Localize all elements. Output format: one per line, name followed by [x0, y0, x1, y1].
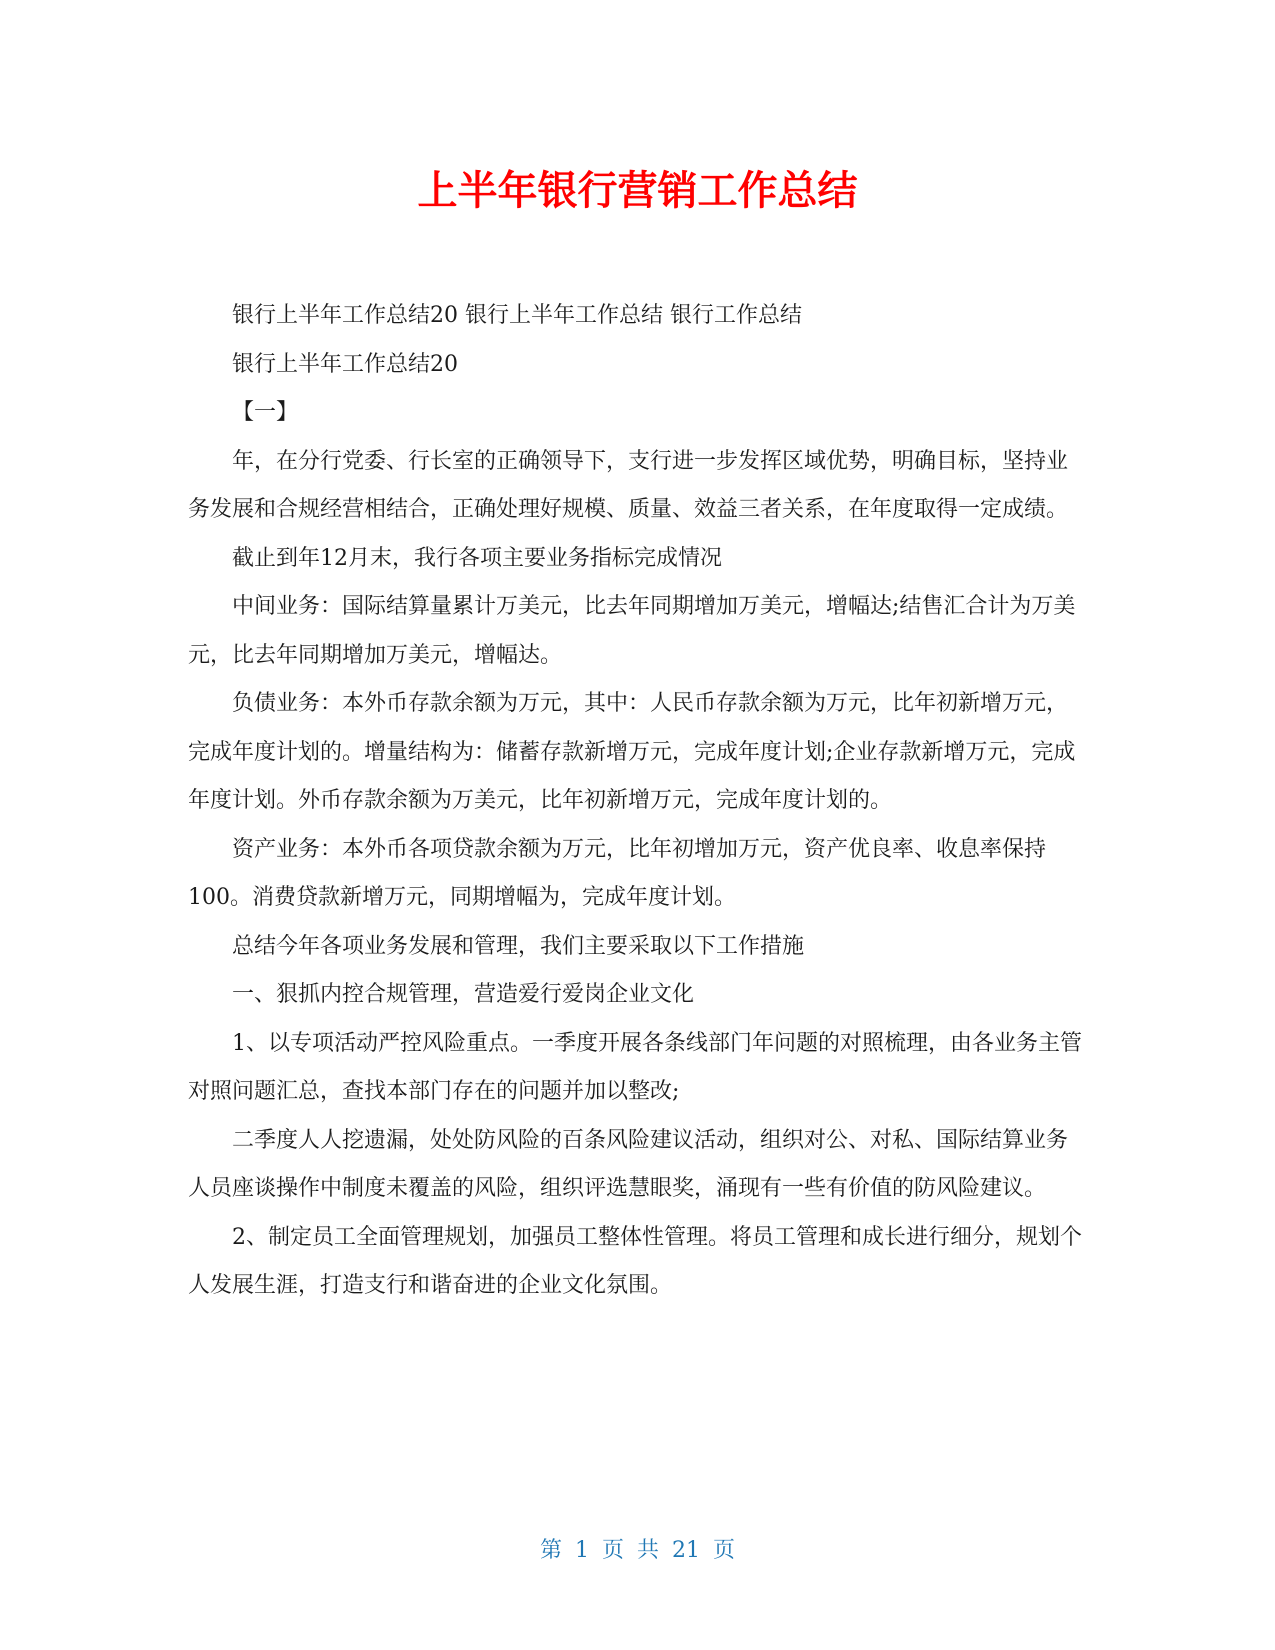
- document-body: [188, 292, 1088, 1311]
- paragraph: 银行上半年工作总结20: [232, 351, 458, 377]
- paragraph: 中间业务：国际结算量累计万美元，比去年同期增加万美元，增幅达;结售汇合计为万美元，比去年同期增加万美元，增幅达。: [188, 594, 1076, 668]
- document-title: 上半年银行营销工作总结: [417, 168, 858, 214]
- paragraph: 一、狠抓内控合规管理，营造爱行爱岗企业文化: [232, 982, 695, 1007]
- paragraph: 二季度人人挖遗漏，处处防风险的百条风险建议活动，组织对公、对私、国际结算业务人员座谈操作中制度未覆盖的风险，组织评选慧眼奖，涌现有一些有价值的防风险建议。: [188, 1127, 1069, 1201]
- paragraph: 银行上半年工作总结20 银行上半年工作总结 银行工作总结: [232, 303, 802, 328]
- paragraph: 2、制定员工全面管理规划，加强员工整体性管理。将员工管理和成长进行细分，规划个人发展生涯，打造支行和谐奋进的企业文化氛围。: [188, 1224, 1082, 1298]
- paragraph: 总结今年各项业务发展和管理，我们主要采取以下工作措施: [232, 933, 805, 959]
- paragraph: 资产业务：本外币各项贷款余额为万元，比年初增加万元，资产优良率、收息率保持100。消费贷款新增万元，同期增幅为，完成年度计划。: [188, 836, 1047, 910]
- paragraph: 1、以专项活动严控风险重点。一季度开展各条线部门年问题的对照梳理，由各业务主管对照问题汇总，查找本部门存在的问题并加以整改;: [188, 1030, 1082, 1104]
- page-number-footer: 第 1 页 共 21 页: [540, 1538, 735, 1563]
- paragraph: 截止到年12月末，我行各项主要业务指标完成情况: [232, 545, 722, 571]
- paragraph: 负债业务：本外币存款余额为万元，其中：人民币存款余额为万元，比年初新增万元，完成年度计划的。增量结构为：储蓄存款新增万元，完成年度计划;企业存款新增万元，完成年度计划。外币存款余额为万美元，比年初新增万元，完成年度计划的。: [188, 691, 1076, 813]
- section-heading: 【一】: [232, 400, 299, 425]
- paragraph: 年，在分行党委、行长室的正确领导下，支行进一步发挥区域优势，明确目标，坚持业务发展和合规经营相结合，正确处理好规模、质量、效益三者关系，在年度取得一定成绩。: [188, 448, 1069, 522]
